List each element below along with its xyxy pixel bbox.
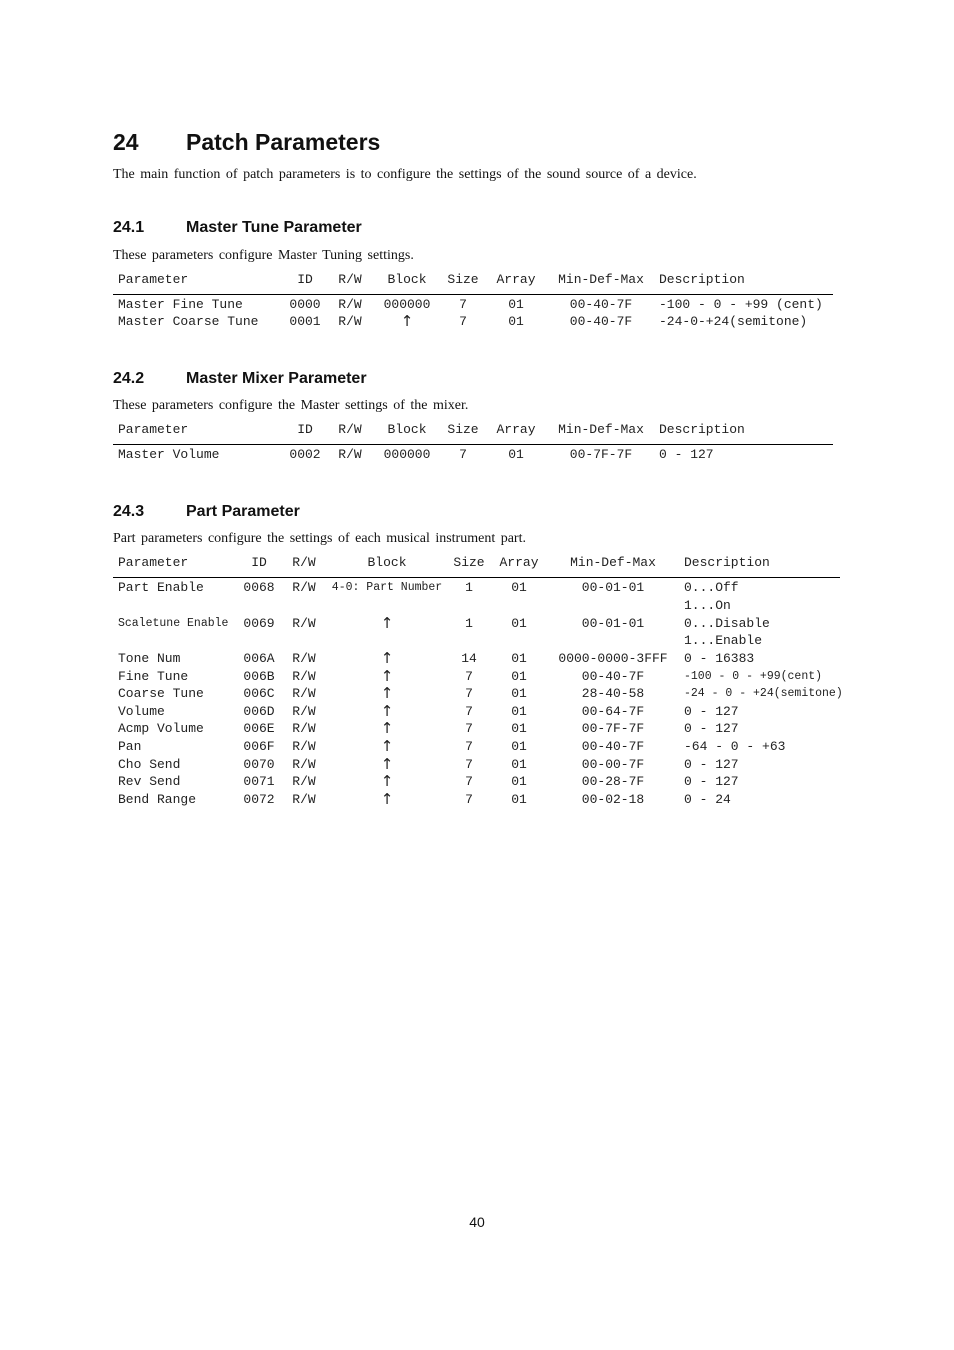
- cell-rw: R/W: [338, 314, 362, 329]
- cell-id: 0071: [243, 774, 275, 789]
- ditto-arrow-icon: ↑: [380, 684, 394, 702]
- cell-parameter: Rev Send: [118, 774, 181, 789]
- cell-min-def-max: 00-64-7F: [581, 704, 645, 719]
- subsection-number: 24.3: [113, 503, 145, 520]
- header-id: ID: [251, 555, 267, 570]
- cell-id: 0069: [243, 616, 275, 631]
- cell-array: 01: [508, 314, 524, 329]
- cell-parameter: Master Fine Tune: [118, 297, 243, 312]
- cell-description: 0 - 127: [684, 757, 739, 772]
- cell-description: 1...On: [684, 598, 731, 613]
- table-row: [113, 773, 840, 791]
- cell-rw: R/W: [292, 580, 316, 595]
- table-row: [113, 446, 833, 464]
- cell-array: 01: [511, 739, 527, 754]
- subsection-title: Master Tune Parameter: [186, 219, 362, 236]
- subsection-number: 24.2: [113, 370, 145, 387]
- cell-min-def-max: 00-40-7F: [581, 669, 645, 684]
- ditto-arrow-icon: ↑: [380, 649, 394, 667]
- table-row: [113, 738, 840, 756]
- cell-block: 000000: [383, 297, 431, 312]
- cell-min-def-max: 00-40-7F: [569, 314, 633, 329]
- cell-array: 01: [511, 721, 527, 736]
- table-row: [113, 668, 840, 686]
- table-row: [113, 296, 833, 314]
- cell-array: 01: [511, 704, 527, 719]
- section-title: Patch Parameters: [186, 129, 381, 155]
- header-block: Block: [367, 555, 407, 570]
- cell-rw: R/W: [338, 447, 362, 462]
- header-array: Array: [499, 555, 539, 570]
- table-row: [113, 597, 840, 615]
- header-size: Size: [447, 422, 479, 437]
- cell-description: 1...Enable: [684, 633, 763, 648]
- cell-rw: R/W: [292, 616, 316, 631]
- cell-description: 0 - 127: [659, 447, 714, 462]
- cell-size: 7: [465, 739, 473, 754]
- cell-min-def-max: 00-7F-7F: [581, 721, 645, 736]
- cell-rw: R/W: [338, 297, 362, 312]
- cell-array: 01: [511, 792, 527, 807]
- header-size: Size: [453, 555, 485, 570]
- cell-description: -64 - 0 - +63: [684, 739, 786, 754]
- subsection-title: Master Mixer Parameter: [186, 370, 367, 387]
- subsection-heading-master-tune: [113, 219, 362, 237]
- cell-min-def-max: 00-7F-7F: [569, 447, 633, 462]
- cell-array: 01: [511, 580, 527, 595]
- header-min-def-max: Min-Def-Max: [570, 555, 656, 570]
- header-rule: [113, 577, 840, 578]
- cell-parameter: Master Volume: [118, 447, 220, 462]
- cell-description: 0...Disable: [684, 616, 770, 631]
- header-block: Block: [387, 272, 427, 287]
- cell-description: 0 - 127: [684, 704, 739, 719]
- cell-size: 7: [465, 721, 473, 736]
- cell-parameter: Bend Range: [118, 792, 197, 807]
- cell-id: 006E: [243, 721, 275, 736]
- cell-id: 006B: [243, 669, 275, 684]
- section-intro: The main function of patch parameters is to configure the settings of the sound source of a device.: [113, 167, 697, 182]
- cell-id: 006F: [243, 739, 275, 754]
- cell-description: 0 - 127: [684, 774, 739, 789]
- cell-array: 01: [511, 686, 527, 701]
- ditto-arrow-icon: ↑: [380, 614, 394, 632]
- table-row: [113, 632, 840, 650]
- header-rw: R/W: [292, 555, 316, 570]
- cell-id: 0001: [289, 314, 321, 329]
- subsection-intro: These parameters configure Master Tuning settings.: [113, 248, 414, 263]
- cell-rw: R/W: [292, 721, 316, 736]
- cell-parameter: Acmp Volume: [118, 721, 204, 736]
- cell-size: 7: [465, 757, 473, 772]
- cell-min-def-max: 00-40-7F: [569, 297, 633, 312]
- header-id: ID: [297, 272, 313, 287]
- cell-array: 01: [508, 297, 524, 312]
- table-row: [113, 791, 840, 809]
- table-row: [113, 703, 840, 721]
- table-header-row: [113, 271, 833, 289]
- ditto-arrow-icon: ↑: [400, 312, 414, 330]
- cell-parameter: Cho Send: [118, 757, 181, 772]
- cell-rw: R/W: [292, 739, 316, 754]
- ditto-arrow-icon: ↑: [380, 790, 394, 808]
- cell-description: 0 - 24: [684, 792, 731, 807]
- cell-description: -24-0-+24(semitone): [659, 314, 808, 329]
- subsection-intro: These parameters configure the Master settings of the mixer.: [113, 398, 469, 413]
- cell-id: 006C: [243, 686, 275, 701]
- header-description: Description: [659, 422, 745, 437]
- header-rule: [113, 294, 833, 295]
- cell-min-def-max: 00-40-7F: [581, 739, 645, 754]
- table-header-row: [113, 554, 840, 572]
- cell-id: 0068: [243, 580, 275, 595]
- cell-array: 01: [511, 651, 527, 666]
- ditto-arrow-icon: ↑: [380, 772, 394, 790]
- ditto-arrow-icon: ↑: [380, 719, 394, 737]
- header-description: Description: [659, 272, 745, 287]
- subsection-number: 24.1: [113, 219, 145, 236]
- header-min-def-max: Min-Def-Max: [558, 422, 644, 437]
- cell-parameter: Coarse Tune: [118, 686, 204, 701]
- cell-description: 0 - 127: [684, 721, 739, 736]
- cell-parameter: Fine Tune: [118, 669, 189, 684]
- header-rule: [113, 444, 833, 445]
- header-id: ID: [297, 422, 313, 437]
- cell-description: -24 - 0 - +24(semitone): [684, 687, 843, 700]
- cell-block: 4-0: Part Number: [331, 581, 443, 594]
- cell-array: 01: [511, 616, 527, 631]
- cell-id: 006A: [243, 651, 275, 666]
- cell-block: 000000: [383, 447, 431, 462]
- subsection-heading-master-mixer: [113, 370, 367, 388]
- cell-rw: R/W: [292, 669, 316, 684]
- header-rw: R/W: [338, 272, 362, 287]
- subsection-title: Part Parameter: [186, 503, 300, 520]
- cell-rw: R/W: [292, 704, 316, 719]
- table-row: [113, 615, 840, 633]
- ditto-arrow-icon: ↑: [380, 702, 394, 720]
- cell-parameter: Master Coarse Tune: [118, 314, 259, 329]
- section-number: 24: [113, 129, 139, 155]
- table-row: [113, 650, 840, 668]
- cell-parameter: Pan: [118, 739, 142, 754]
- cell-size: 7: [465, 792, 473, 807]
- cell-description: -100 - 0 - +99(cent): [684, 670, 823, 683]
- subsection-intro: Part parameters configure the settings of each musical instrument part.: [113, 531, 526, 546]
- cell-size: 7: [465, 669, 473, 684]
- cell-id: 006D: [243, 704, 275, 719]
- header-rw: R/W: [338, 422, 362, 437]
- cell-id: 0002: [289, 447, 321, 462]
- header-description: Description: [684, 555, 770, 570]
- subsection-heading-part: [113, 503, 300, 521]
- header-array: Array: [496, 422, 536, 437]
- cell-size: 7: [459, 314, 467, 329]
- header-min-def-max: Min-Def-Max: [558, 272, 644, 287]
- section-heading: [113, 129, 380, 156]
- header-block: Block: [387, 422, 427, 437]
- cell-min-def-max: 00-01-01: [581, 580, 645, 595]
- table-row: [113, 684, 843, 703]
- cell-size: 1: [465, 580, 473, 595]
- cell-size: 1: [465, 616, 473, 631]
- cell-size: 7: [459, 447, 467, 462]
- cell-parameter: Part Enable: [118, 580, 204, 595]
- cell-min-def-max: 0000-0000-3FFF: [558, 651, 668, 666]
- cell-array: 01: [511, 669, 527, 684]
- cell-array: 01: [511, 757, 527, 772]
- cell-size: 7: [465, 704, 473, 719]
- cell-id: 0072: [243, 792, 275, 807]
- cell-min-def-max: 00-28-7F: [581, 774, 645, 789]
- cell-parameter: Volume: [118, 704, 165, 719]
- cell-parameter: Scaletune Enable: [118, 617, 229, 630]
- cell-id: 0000: [289, 297, 321, 312]
- ditto-arrow-icon: ↑: [380, 755, 394, 773]
- cell-size: 7: [465, 774, 473, 789]
- cell-size: 14: [461, 651, 477, 666]
- cell-parameter: Tone Num: [118, 651, 181, 666]
- cell-id: 0070: [243, 757, 275, 772]
- cell-rw: R/W: [292, 757, 316, 772]
- cell-rw: R/W: [292, 686, 316, 701]
- header-array: Array: [496, 272, 536, 287]
- table-row: [113, 579, 840, 597]
- cell-description: 0...Off: [684, 580, 739, 595]
- cell-rw: R/W: [292, 792, 316, 807]
- cell-min-def-max: 28-40-58: [581, 686, 645, 701]
- cell-description: -100 - 0 - +99 (cent): [659, 297, 823, 312]
- header-parameter: Parameter: [118, 422, 189, 437]
- cell-min-def-max: 00-02-18: [581, 792, 645, 807]
- ditto-arrow-icon: ↑: [380, 667, 394, 685]
- cell-size: 7: [465, 686, 473, 701]
- cell-array: 01: [511, 774, 527, 789]
- cell-array: 01: [508, 447, 524, 462]
- table-row: [113, 313, 833, 331]
- header-parameter: Parameter: [118, 555, 189, 570]
- header-parameter: Parameter: [118, 272, 189, 287]
- table-row: [113, 756, 840, 774]
- cell-min-def-max: 00-00-7F: [581, 757, 645, 772]
- cell-size: 7: [459, 297, 467, 312]
- cell-rw: R/W: [292, 651, 316, 666]
- table-header-row: [113, 421, 833, 439]
- cell-rw: R/W: [292, 774, 316, 789]
- cell-description: 0 - 16383: [684, 651, 755, 666]
- header-size: Size: [447, 272, 479, 287]
- ditto-arrow-icon: ↑: [380, 737, 394, 755]
- table-row: [113, 720, 840, 738]
- page-number: 40: [469, 1214, 485, 1230]
- cell-min-def-max: 00-01-01: [581, 616, 645, 631]
